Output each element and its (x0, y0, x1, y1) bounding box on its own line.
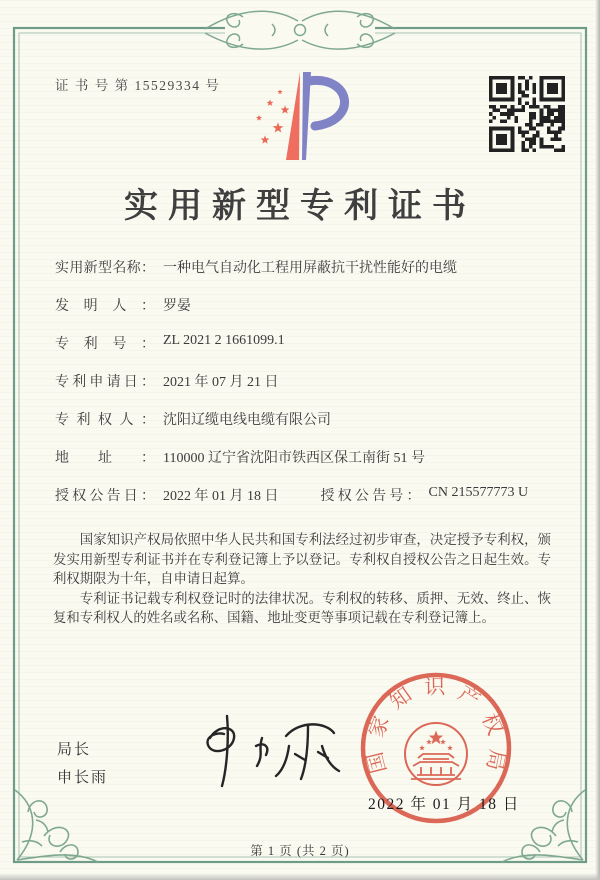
field-label: 专利申请日： (55, 375, 155, 390)
commissioner-signature (182, 706, 357, 801)
grant-number-pair (321, 485, 529, 507)
field-label: 发明人： (55, 299, 155, 314)
logo-stars (256, 89, 289, 144)
svg-text:国家知识产权局 (363, 675, 510, 776)
commissioner-title: 局长 (57, 742, 92, 758)
seal-date: 2022 年 01 月 18 日 (368, 796, 520, 813)
seal-text: 国家知识产权局 (362, 674, 510, 776)
field-value: CN 215577773 U (428, 485, 529, 500)
field-label: 专利号： (55, 337, 155, 352)
logo-red-wedge (286, 72, 300, 160)
field-value: 罗晏 (163, 299, 191, 314)
legal-text (53, 530, 551, 628)
body-paragraph-2: 专利证书记载专利权登记时的法律状况。专利权的转移、质押、无效、终止、恢复和专利权人的姓名或名称、国籍、地址变更等事项记载在专利登记簿上。 (53, 590, 551, 626)
grant-date-pair (55, 485, 279, 507)
field-row-patent-number (55, 333, 550, 355)
commissioner-name: 申长雨 (57, 770, 109, 786)
cnipa-logo-icon (236, 68, 361, 168)
field-row-filing-date (55, 371, 550, 393)
top-flourish-ornament (205, 11, 395, 49)
certificate-number: 证 书 号 第 15529334 号 (55, 78, 221, 93)
field-label: 授权公告日： (55, 489, 155, 504)
field-value: 2022 年 01 月 18 日 (163, 489, 279, 504)
field-value: 2021 年 07 月 21 日 (163, 375, 279, 390)
field-label: 专利权人： (55, 413, 155, 428)
national-emblem-icon (405, 723, 467, 785)
field-row-grant (55, 485, 550, 507)
field-row-address (55, 447, 550, 469)
field-value: 一种电气自动化工程用屏蔽抗干扰性能好的电缆 (163, 261, 457, 276)
field-value: ZL 2021 2 1661099.1 (163, 333, 285, 348)
field-label: 地址： (55, 451, 155, 466)
field-label: 授权公告号： (320, 489, 421, 504)
page-footer: 第 1 页 (共 2 页) (250, 844, 350, 858)
field-label: 实用新型名称： (55, 261, 155, 276)
field-value: 110000 辽宁省沈阳市铁西区保工南街 51 号 (163, 451, 425, 466)
scan-edge-shadow-right (595, 0, 600, 880)
field-row-name (55, 257, 550, 279)
body-paragraph-1: 国家知识产权局依照中华人民共和国专利法经过初步审查，决定授予专利权，颁发实用新型专利证书并在专利登记簿上予以登记。专利权自授权公告之日起生效。专利权期限为十年，自申请日起算。 (53, 532, 551, 587)
logo-p-bowl (309, 80, 345, 126)
scan-edge-shadow-bottom (0, 873, 600, 880)
field-list (55, 257, 550, 523)
field-row-patentee (55, 409, 550, 431)
qr-code (489, 76, 565, 152)
field-row-inventor (55, 295, 550, 317)
field-value: 沈阳辽缆电线电缆有限公司 (163, 413, 331, 428)
certificate-title: 实用新型专利证书 (124, 188, 476, 225)
